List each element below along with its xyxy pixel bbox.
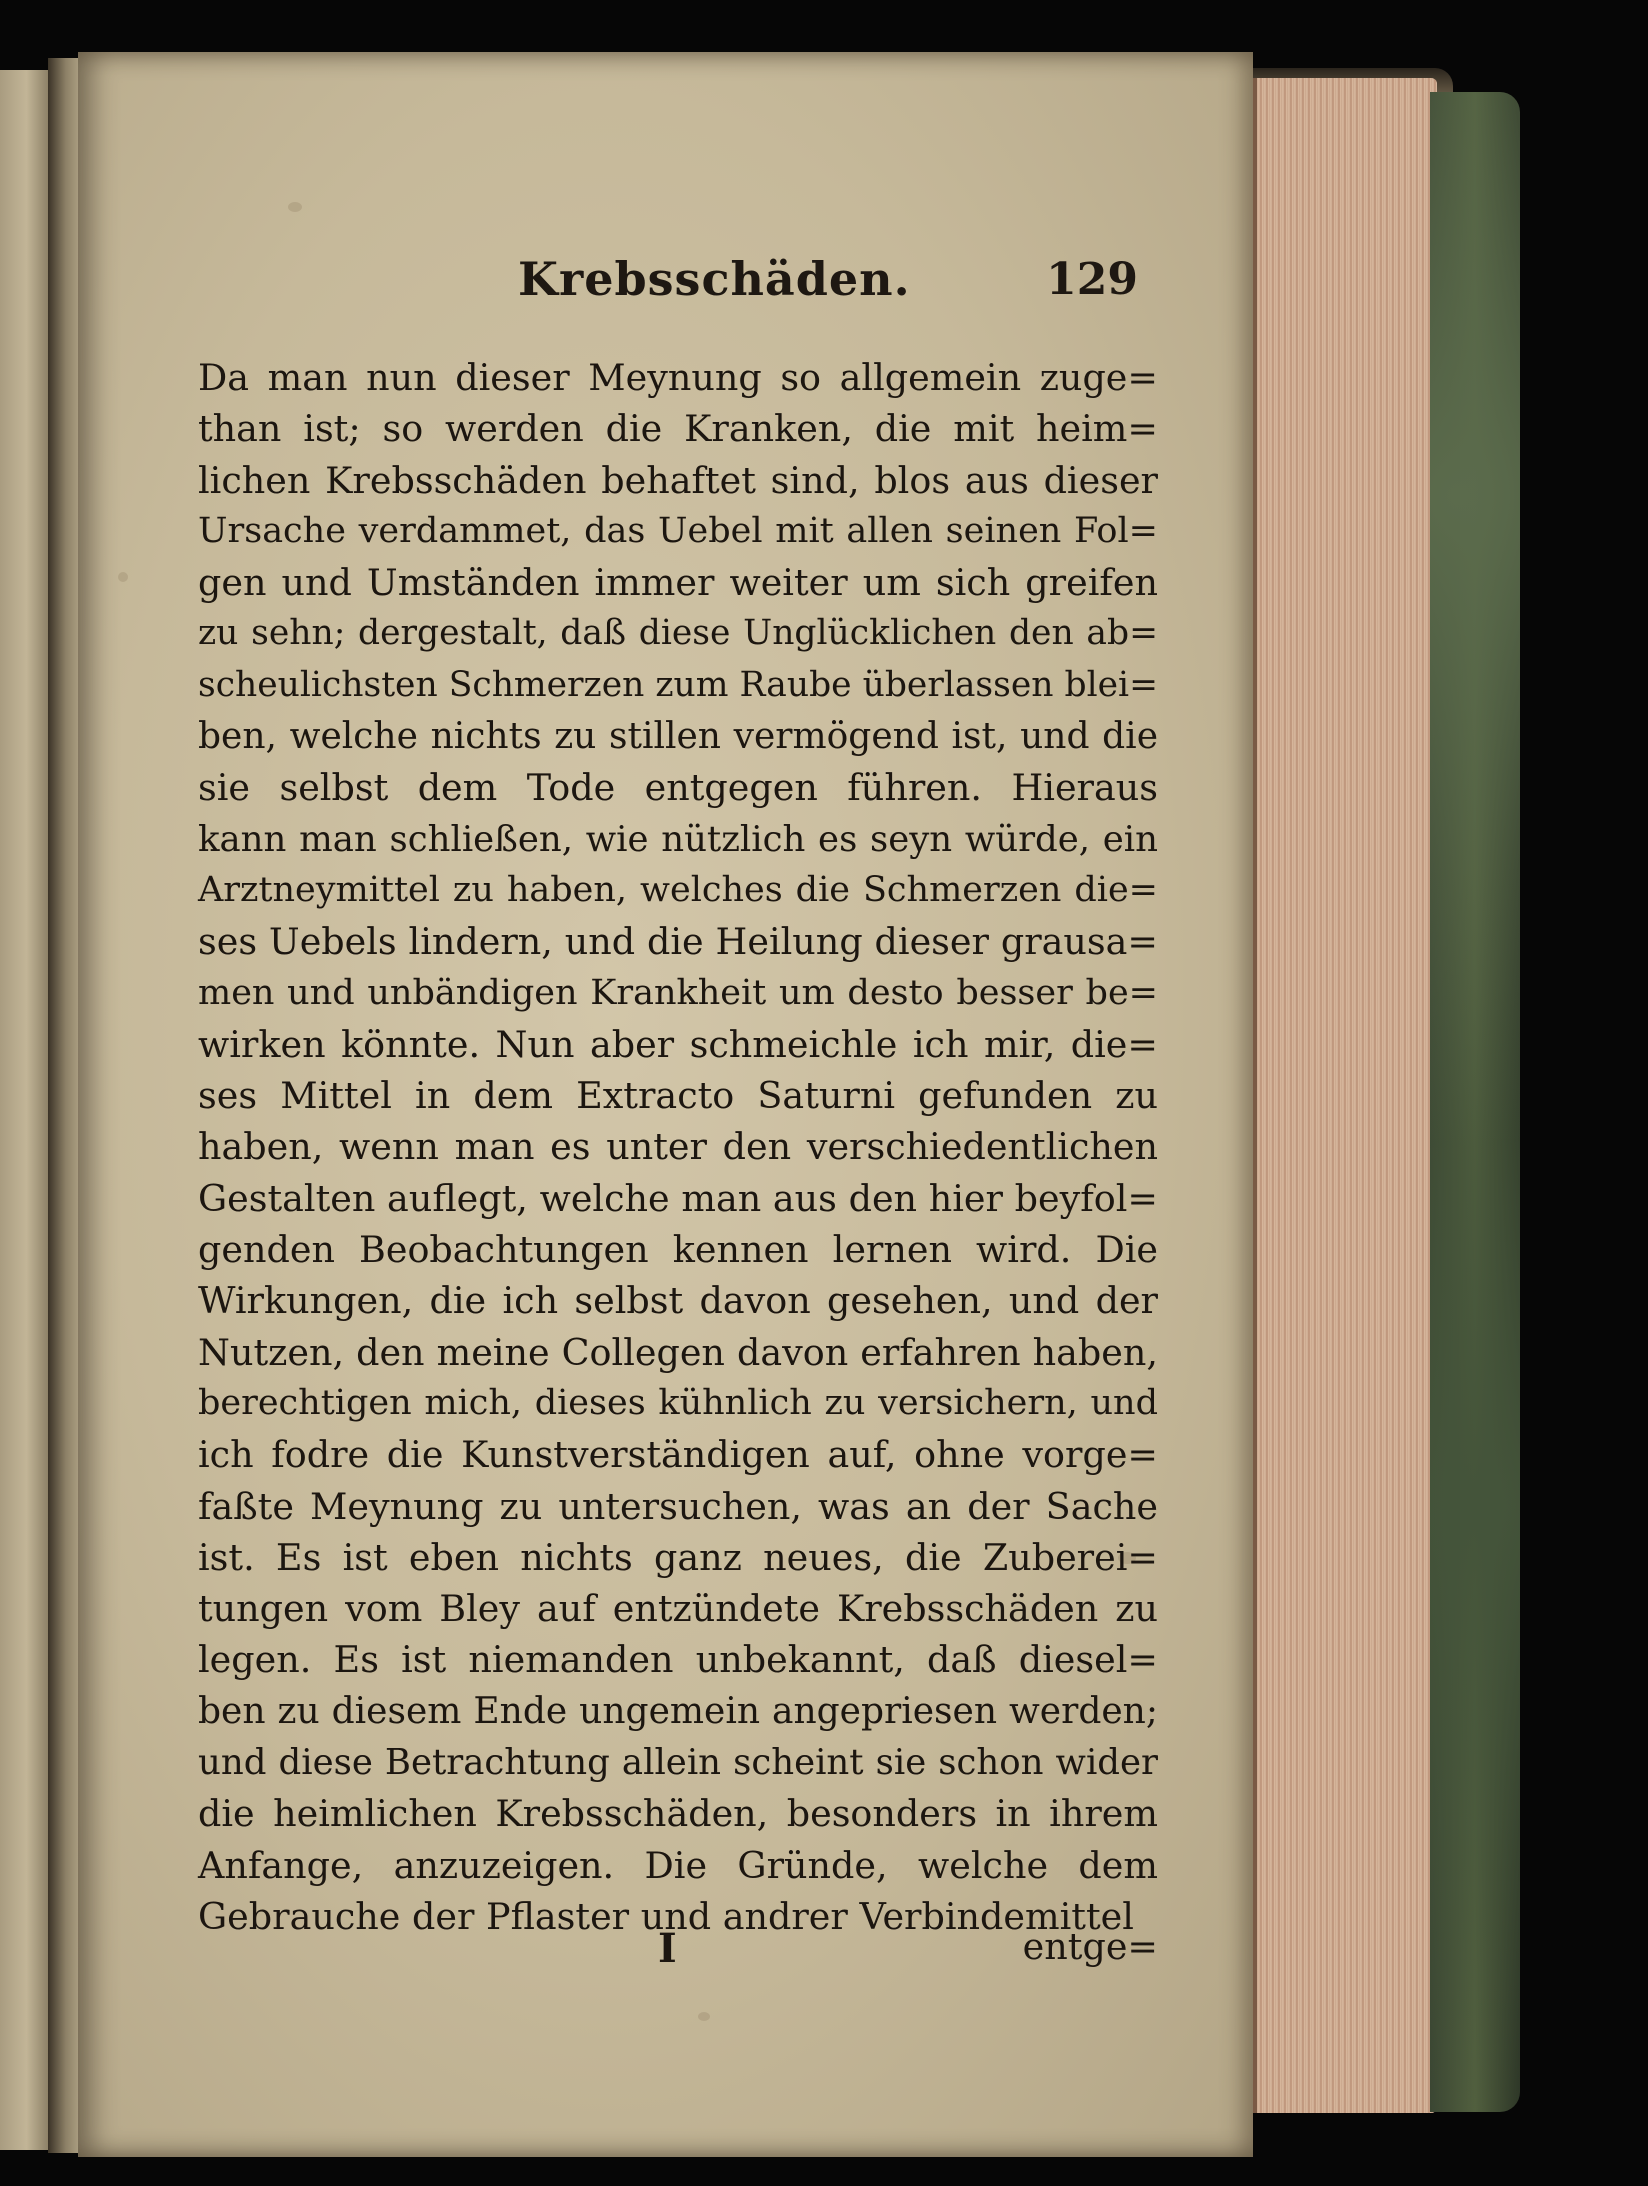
page-number: 129 <box>1046 254 1138 305</box>
page-fore-edges <box>1253 78 1437 2113</box>
page-footer <box>198 1925 1158 1985</box>
text-line: Anfange, anzuzeigen. Die Gründe, welche dem <box>198 1843 1158 1887</box>
paper-blemish <box>118 572 128 582</box>
running-head <box>518 252 1138 322</box>
text-line: die heimlichen Krebsschäden, besonders in ihrem <box>198 1792 1158 1836</box>
text-line: ich fodre die Kunstverständigen auf, ohne vorge= <box>198 1433 1158 1477</box>
text-line: Gestalten auflegt, welche man aus den hier beyfol= <box>198 1176 1158 1220</box>
text-line: genden Beobachtungen kennen lernen wird. Die <box>198 1228 1158 1272</box>
text-line: Nutzen, den meine Collegen davon erfahren haben, <box>198 1330 1158 1374</box>
text-line: berechtigen mich, dieses kühnlich zu versichern, und <box>198 1382 1158 1423</box>
text-line: gen und Umständen immer weiter um sich greifen <box>198 561 1158 605</box>
text-line: und diese Betrachtung allein scheint sie schon wider <box>198 1742 1158 1784</box>
text-line: scheulichsten Schmerzen zum Raube überlassen blei= <box>198 664 1158 705</box>
text-line: Arztneymittel zu haben, welches die Schmerzen die= <box>198 869 1158 910</box>
text-line: zu sehn; dergestalt, daß diese Unglücklichen den ab= <box>198 613 1158 654</box>
text-line: Wirkungen, die ich selbst davon gesehen, und der <box>198 1279 1158 1323</box>
paper-blemish <box>288 202 302 212</box>
text-line: lichen Krebsschäden behaftet sind, blos aus dieser <box>198 458 1158 502</box>
text-line: sie selbst dem Tode entgegen führen. Hieraus <box>198 766 1158 810</box>
facing-page-edge <box>0 70 51 2150</box>
text-line: tungen vom Bley auf entzündete Krebsschäden zu <box>198 1587 1158 1631</box>
text-line: legen. Es ist niemanden unbekannt, daß diesel= <box>198 1638 1158 1682</box>
text-line: ben zu diesem Ende ungemein angepriesen werden; <box>198 1690 1158 1732</box>
text-line: Ursache verdammet, das Uebel mit allen seinen Fol= <box>198 510 1158 551</box>
catchword: entge= <box>1022 1925 1158 1968</box>
book-page <box>78 52 1253 2157</box>
paper-blemish <box>698 2012 710 2021</box>
text-line: faßte Meynung zu untersuchen, was an der Sache <box>198 1484 1158 1528</box>
text-line: kann man schließen, wie nützlich es seyn würde, ein <box>198 818 1158 860</box>
text-line: Gebrauche der Pflaster und andrer Verbindemittel <box>198 1894 1134 1938</box>
text-line: wirken könnte. Nun aber schmeichle ich mir, die= <box>198 1022 1158 1066</box>
text-line: ses Uebels lindern, und die Heilung dieser grausa= <box>198 920 1158 964</box>
body-text <box>198 352 1158 1942</box>
signature-mark: I <box>658 1925 677 1972</box>
text-line: men und unbändigen Krankheit um desto besser be= <box>198 972 1158 1013</box>
text-line: ist. Es ist eben nichts ganz neues, die Zuberei= <box>198 1535 1158 1579</box>
text-line: haben, wenn man es unter den verschiedentlichen <box>198 1125 1158 1169</box>
text-line: than ist; so werden die Kranken, die mit heim= <box>198 407 1158 451</box>
running-head-title: Krebsschäden. <box>518 252 911 306</box>
text-line: Da man nun dieser Meynung so allgemein zuge= <box>198 356 1158 399</box>
text-line: ses Mittel in dem Extracto Saturni gefunden zu <box>198 1074 1158 1118</box>
book-cover <box>1430 92 1520 2112</box>
text-line: ben, welche nichts zu stillen vermögend ist, und die <box>198 716 1158 758</box>
